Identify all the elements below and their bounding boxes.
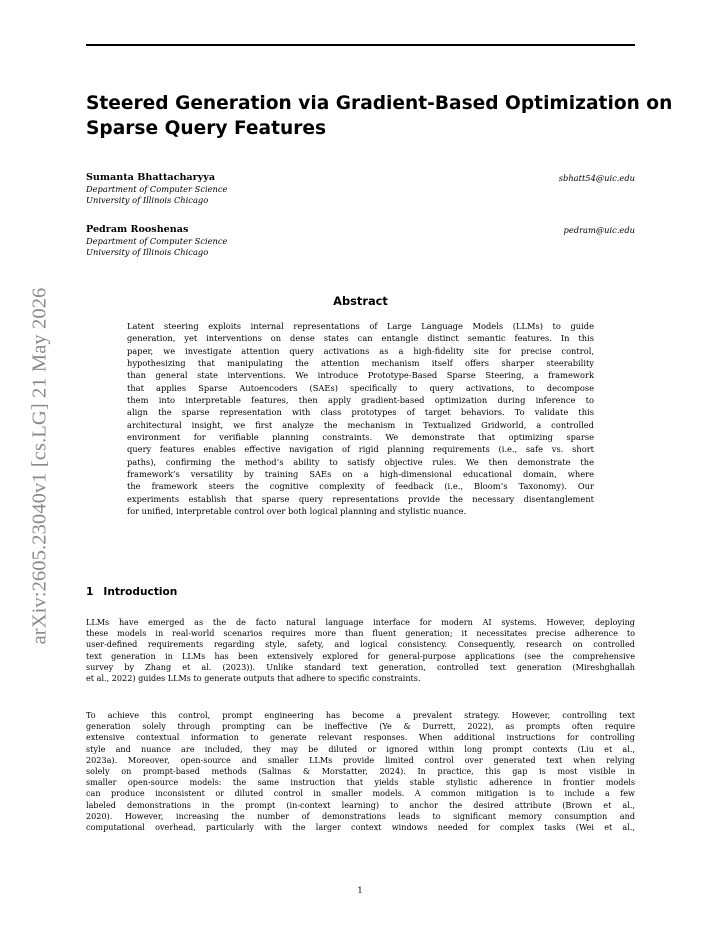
section-number: 1 [86,586,94,598]
body-line: 2020). However, increasing the number of demonstrations leads to significant memory consumption and [86,810,635,821]
body-paragraph [86,617,635,684]
abstract-line: than general state interventions. We introduce Prototype-Based Sparse Steering, a framework [127,370,594,381]
abstract-line: Latent steering exploits internal representations of Large Language Models (LLMs) to guide [127,321,594,331]
abstract-line: align the sparse representation with class prototypes of target behaviors. To validate this [127,407,594,418]
abstract-line: that applies Sparse Autoencoders (SAEs) specifically to query activations, to decompose [127,382,594,393]
abstract-line: environment for verifiable planning constraints. We demonstrate that optimizing sparse [127,432,594,443]
author-university: University of Illinois Chicago [86,247,209,257]
body-line: can produce inconsistent or diluted control in smaller models. A common mitigation is to include a few [86,788,635,799]
author-department: Department of Computer Science [86,184,228,194]
abstract-line: hypothesizing that manipulating the attention mechanism itself offers sharper steerability [127,358,594,369]
title-line: Steered Generation via Gradient-Based Optimization on [86,93,673,114]
abstract-line: paths), confirming the method’s ability to satisfy objective rules. We then demonstrate the [127,456,594,467]
body-line: style and nuance are included, they may be diluted or ignored within long prompt contexts (Liu et al., [86,743,635,754]
body-paragraph [86,710,635,833]
abstract-line: experiments establish that sparse query representations provide the necessary disentanglement [127,493,594,504]
section-title: Introduction [103,586,178,598]
abstract-line: for unified, interpretable control over both logical planning and stylistic nuance. [127,506,467,517]
author-email: pedram@uic.edu [563,225,635,235]
body-line: extensive contextual information to generate relevant responses. When additional instructions for controlling [86,732,635,743]
abstract-line: architectural insight, we first analyze the mechanism in Textualized Gridworld, a controlled [127,419,594,430]
body-line: survey by Zhang et al. (2023)). Unlike standard text generation, controlled text generation (Mireshghallah [86,661,635,672]
body-line: labeled demonstrations in the prompt (in-context learning) to anchor the desired attribute (Brown et al., [86,799,635,810]
author-department: Department of Computer Science [86,236,228,246]
arxiv-identifier-stamp: arXiv:2605.23040v1 [cs.LG] 21 May 2026 [28,287,51,645]
paper-title [86,91,673,141]
body-line: generation solely through prompting can be ineffective (Ye & Durrett, 2022), as prompts often require [86,721,635,732]
author-block [86,224,635,258]
body-line: et al., 2022) guides LLMs to generate outputs that adhere to specific constraints. [86,673,421,684]
author-block [86,172,635,206]
body-line: 2023a). Moreover, open-source and smaller LLMs provide limited control over generated text when relying [86,754,635,765]
author-name: Sumanta Bhattacharyya [86,172,216,183]
abstract-line: them into interpretable features, then apply gradient-based optimization during inference to [127,395,594,406]
section-heading [86,586,177,598]
abstract-line: paper, we investigate attention query activations as a high-fidelity site for precise control, [127,345,594,356]
title-line: Sparse Query Features [86,118,327,139]
abstract-heading: Abstract [333,294,388,308]
body-line: smaller open-source models: the same instruction that yields stable stylistic adherence in frontier models [86,777,635,788]
abstract-line: the framework steers the cognitive complexity of feedback (i.e., Bloom’s Taxonomy). Our [127,481,594,492]
abstract-line: generation, yet interventions on dense states can entangle distinct semantic features. In this [127,333,594,344]
author-name: Pedram Rooshenas [86,224,189,235]
abstract-line: framework’s versatility by training SAEs on a high-dimensional educational domain, where [127,469,594,480]
body-line: LLMs have emerged as the de facto natural language interface for modern AI systems. However, deploying [86,617,635,627]
body-line: computational overhead, particularly with the larger context windows needed for complex tasks (Wei et al., [86,822,635,833]
body-line: text generation in LLMs has been extensively explored for general-purpose applications (see the comprehensive [86,650,635,661]
author-email: sbhatt54@uic.edu [558,173,635,183]
abstract-text [127,320,594,518]
body-line: To achieve this control, prompt engineering has become a prevalent strategy. However, controlling text [86,710,635,720]
body-line: solely on prompt-based methods (Salinas & Morstatter, 2024). In practice, this gap is most visible in [86,766,635,777]
body-line: user-defined requirements regarding style, safety, and logical consistency. Consequently, research on controlled [86,639,635,650]
body-line: these models in real-world scenarios requires more than fluent generation; it necessitates precise adherence to [86,628,635,639]
title-top-rule [86,44,635,46]
page-number: 1 [357,885,363,895]
author-university: University of Illinois Chicago [86,195,209,205]
abstract-line: query features enables effective navigation of rigid planning requirements (i.e., safe vs. short [127,444,594,455]
